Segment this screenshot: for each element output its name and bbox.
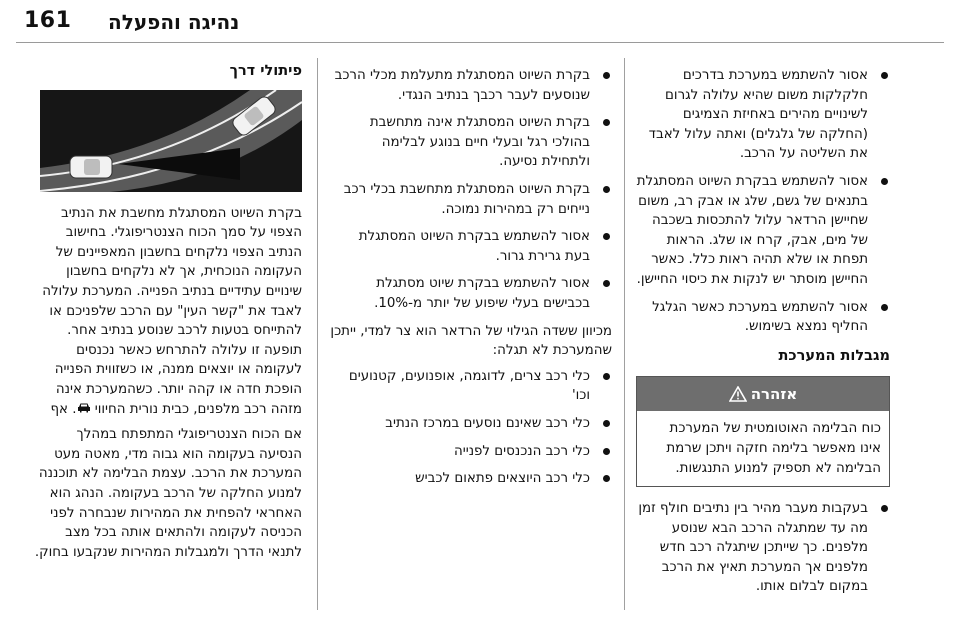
- limits-heading: מגבלות המערכת: [778, 347, 890, 364]
- list-item: בקרת השיוט המסתגלת אינה מתחשבת בהולכי רגל ובעלי חיים בנוגע לבלימה ולתחילת נסיעה.: [330, 113, 612, 172]
- curved-road-figure: [40, 90, 302, 192]
- list-item: אסור להשתמש בבקרת השיוט המסתגלת בעת גרירת גרור.: [330, 227, 612, 266]
- list-item: בקרת השיוט המסתגלת מתחשבת בכלי רכב נייחים רק במהירות נמוכה.: [330, 180, 612, 219]
- section-title: נהיגה והפעלה: [108, 10, 240, 34]
- bullet-icon: [603, 448, 610, 455]
- left-column: [34, 62, 302, 568]
- car-icon: [77, 400, 91, 420]
- column-divider-left: [317, 58, 318, 610]
- curves-paragraph-1: בקרת השיוט המסתגלת מחשבת את הנתיב הצפוי על סמך הכוח הצנטריפוגלי. בחישוב הנתיב הצפוי נלקחים בחשבון המאפיינים של העקומה הנוכחית, אך לא נלקחים בחשבון שינויים עתידיים בנתיב הפנייה. המערכת עלולה לאבד את "קשר העין" עם הרכב שלפניכם או להתייחס בטעות לרכב שנוסע בנתיב אחר. תופעה זו עלולה להתרחש כאשר נכנסים לעקומה או יוצאים ממנה, או כשזווית הפנייה הופכת חדה או קהה יותר. כשהמערכת אינה מזהה רכב מלפנים, כבית נורית החיווי . אף: [34, 204, 302, 420]
- page-header: [0, 0, 960, 40]
- list-item: כלי רכב שאינם נוסעים במרכז הנתיב: [330, 414, 612, 434]
- warning-title: אזהרה: [750, 384, 798, 403]
- bullet-icon: [881, 505, 888, 512]
- list-item: אסור להשתמש במערכת בדרכים חלקלקות משום שהיא עלולה לגרום לשינויים מהירים באחיזת הצמיגים (החלקה של גלגלים) ואתה עלול לאבד את השליטה על הרכב.: [636, 66, 890, 164]
- list-item: כלי רכב הנכנסים לפנייה: [330, 442, 612, 462]
- list-item: אסור להשתמש בבקרת שיוט מסתגלת בכבישים בעלי שיפוע של יותר מ-10%.: [330, 274, 612, 313]
- middle-bullets-top: [330, 66, 612, 314]
- page-number: 161: [24, 8, 72, 33]
- bullet-icon: [603, 72, 610, 79]
- bullet-icon: [603, 420, 610, 427]
- right-bullets-bottom: [636, 499, 890, 597]
- warning-triangle-icon: [729, 386, 747, 402]
- curves-heading: פיתולי דרך: [229, 63, 302, 79]
- right-bullets-top: [636, 66, 890, 337]
- own-car-icon: [70, 156, 112, 178]
- list-item: אסור להשתמש בבקרת השיוט המסתגלת בתנאים של גשם, שלג או אבק רב, משום שחיישן הרדאר עלול להתכסות בשכבה של מים, אבק, קרח או שלג. הראות תפחת או שלא תהיה ראות כלל. כאשר החיישן מוסתר יש לנקות את כיסוי החיישן.: [636, 172, 890, 290]
- curve-illustration: [40, 90, 302, 192]
- detection-intro: מכיוון ששדה הגילוי של הרדאר הוא צר למדי, ייתכן שהמערכת לא תגלה:: [330, 323, 612, 359]
- bullet-icon: [603, 233, 610, 240]
- list-item: כלי רכב צרים, לדוגמה, אופנועים, קטנועים וכו': [330, 367, 612, 406]
- bullet-icon: [603, 186, 610, 193]
- warning-box: [636, 376, 890, 487]
- bullet-icon: [603, 373, 610, 380]
- header-rule: [16, 42, 944, 43]
- list-item: כלי רכב היוצאים פתאום לכביש: [330, 469, 612, 489]
- bullet-icon: [881, 72, 888, 79]
- bullet-icon: [881, 304, 888, 311]
- list-item: אסור להשתמש במערכת כאשר הגלגל החליף נמצא בשימוש.: [636, 298, 890, 337]
- bullet-icon: [603, 280, 610, 287]
- list-item: בקרת השיוט המסתגלת מתעלמת מכלי הרכב שנוסעים לעבר רכבך בנתיב הנגדי.: [330, 66, 612, 105]
- bullet-icon: [603, 119, 610, 126]
- column-divider-right: [624, 58, 625, 610]
- curves-paragraph-2: אם הכוח הצנטריפוגלי המתפתח במהלך הנסיעה בעקומה הוא גבוה מדי, מאטה מעט המערכת את הרכב. עצמת הבלימה לא תוכננה למנוע החלקה של הרכב בעקומה. הנהג הוא האחראי להפחית את המהירות שנבחרה לפני הכניסה לעקומה ולהתאים אותה בכל מצב לתנאי הדרך ולמגבלות המהירות שנקבעו בחוק.: [34, 427, 302, 560]
- list-item: בעקבות מעבר מהיר בין נתיבים חולף זמן מה עד שמתגלה הרכב הבא שנוסע מלפנים. כך שייתכן שיתגלה רכב חדש מלפנים אך המערכת תאיץ את הרכב במקום לבלום אותו.: [636, 499, 890, 597]
- warning-text: כוח הבלימה האוטומטית של המערכת אינו מאפשר בלימה חזקה ויתכן שרמת הבלימה לא תספיק למנוע התנגשות.: [666, 421, 881, 476]
- middle-bullets-bottom: [330, 367, 612, 489]
- bullet-icon: [881, 178, 888, 185]
- bullet-icon: [603, 475, 610, 482]
- warning-header: [637, 377, 889, 411]
- middle-column: [330, 66, 612, 497]
- right-column: [636, 66, 890, 605]
